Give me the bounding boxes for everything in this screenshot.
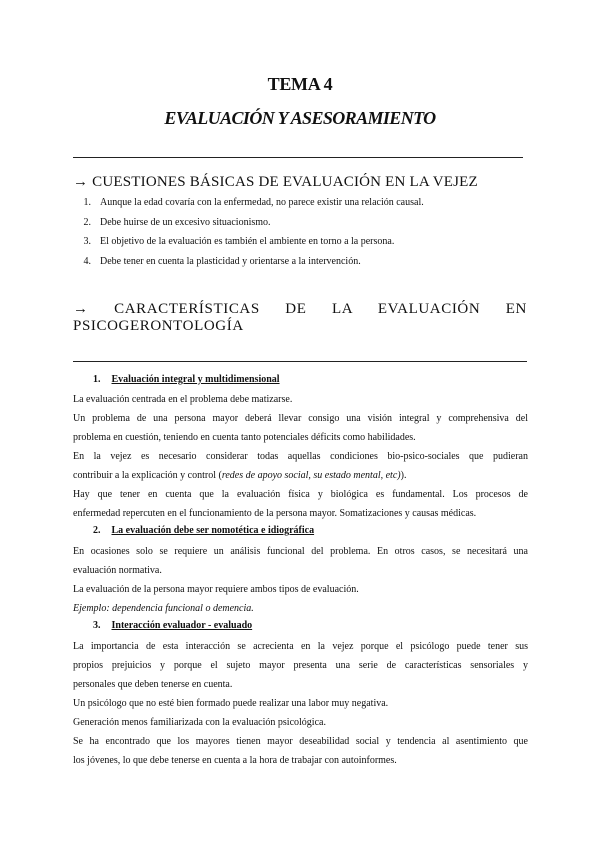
text-line: Un psicólogo que no esté bien formado puede realizar una labor muy negativa. [73, 698, 389, 709]
list-item-number: 3. [83, 236, 91, 247]
text-segment: contribuir a la explicación y control ( [73, 470, 222, 481]
paragraph-block [73, 390, 528, 523]
text-line: Generación menos familiarizada con la evaluación psicológica. [73, 717, 326, 728]
list-item [73, 256, 533, 276]
text-line: Un problema de una persona mayor deberá llevar consigo una visión integral y comprehensiva del [73, 413, 528, 424]
subsection-title: La evaluación debe ser nomotética e idiográfica [111, 525, 315, 536]
list-item-text: Debe huirse de un excesivo situacionismo. [100, 216, 271, 228]
subsection-title: Interacción evaluador - evaluado [111, 620, 253, 631]
subsection-number: 2. [93, 525, 101, 536]
subsection-heading-integral [93, 374, 280, 385]
section-heading-characteristics-cont: PSICOGERONTOLOGÍA [73, 318, 244, 334]
text-line: evaluación normativa. [73, 565, 162, 576]
subsection-number: 3. [93, 620, 101, 631]
text-line: problema en cuestión, teniendo en cuenta tanto potenciales déficits como habilidades. [73, 432, 416, 443]
list-item [73, 217, 533, 237]
text-line: La evaluación de la persona mayor requiere ambos tipos de evaluación. [73, 584, 359, 595]
text-line-italic: Ejemplo: dependencia funcional o demencia. [73, 603, 254, 614]
list-item-number: 4. [83, 255, 91, 267]
text-line: La evaluación centrada en el problema debe matizarse. [73, 394, 293, 405]
divider-rule [73, 157, 523, 158]
text-line: Hay que tener en cuenta que la evaluación física y biológica es fundamental. Los procesos de [73, 489, 528, 500]
text-segment: ). [400, 470, 407, 481]
paragraph-block [73, 637, 528, 770]
subsection-heading-interaction [93, 620, 252, 631]
text-line: propios prejuicios y porque el sujeto mayor presenta una serie de características sensoriales y [73, 660, 528, 671]
list-item [73, 197, 533, 217]
section-heading-characteristics: → CARACTERÍSTICAS DE LA EVALUACIÓN EN [73, 301, 527, 317]
text-line: personales que deben tenerse en cuenta. [73, 679, 233, 690]
numbered-list [73, 197, 533, 275]
document-subtitle: EVALUACIÓN Y ASESORAMIENTO [164, 108, 436, 128]
text-line: Se ha encontrado que los mayores tienen mayor deseabilidad social y tendencia al asentimiento que [73, 736, 528, 747]
subsection-heading-nomothetic [93, 525, 314, 536]
list-item-text: Debe tener en cuenta la plasticidad y orientarse a la intervención. [100, 255, 361, 267]
list-item-number: 2. [83, 216, 91, 228]
list-item-text: El objetivo de la evaluación es también el ambiente en torno a la persona. [100, 236, 395, 247]
text-line: En la vejez es necesario considerar todas aquellas condiciones bio-psico-sociales que pudieran [73, 451, 528, 462]
text-line: los jóvenes, lo que debe tenerse en cuenta a la hora de trabajar con autoinformes. [73, 755, 397, 766]
text-line: enfermedad repercuten en el funcionamiento de la persona mayor. Somatizaciones y causas médicas. [73, 508, 477, 519]
text-line [73, 466, 528, 485]
text-segment-italic: redes de apoyo social, su estado mental, etc) [221, 470, 401, 481]
text-line: En ocasiones solo se requiere un análisis funcional del problema. En otros casos, se necesitará una [73, 546, 528, 557]
list-item [73, 236, 533, 256]
divider-rule [73, 361, 527, 362]
subsection-title: Evaluación integral y multidimensional [111, 374, 280, 385]
subsection-number: 1. [93, 374, 101, 385]
section-heading-basic-questions: → CUESTIONES BÁSICAS DE EVALUACIÓN EN LA VEJEZ [73, 174, 478, 190]
text-line: La importancia de esta interacción se acrecienta en la vejez porque el psicólogo puede tener sus [73, 641, 528, 652]
list-item-number: 1. [83, 197, 91, 208]
paragraph-block [73, 542, 528, 618]
document-title: TEMA 4 [267, 74, 333, 94]
list-item-text: Aunque la edad covaría con la enfermedad, no parece existir una relación causal. [100, 197, 424, 208]
